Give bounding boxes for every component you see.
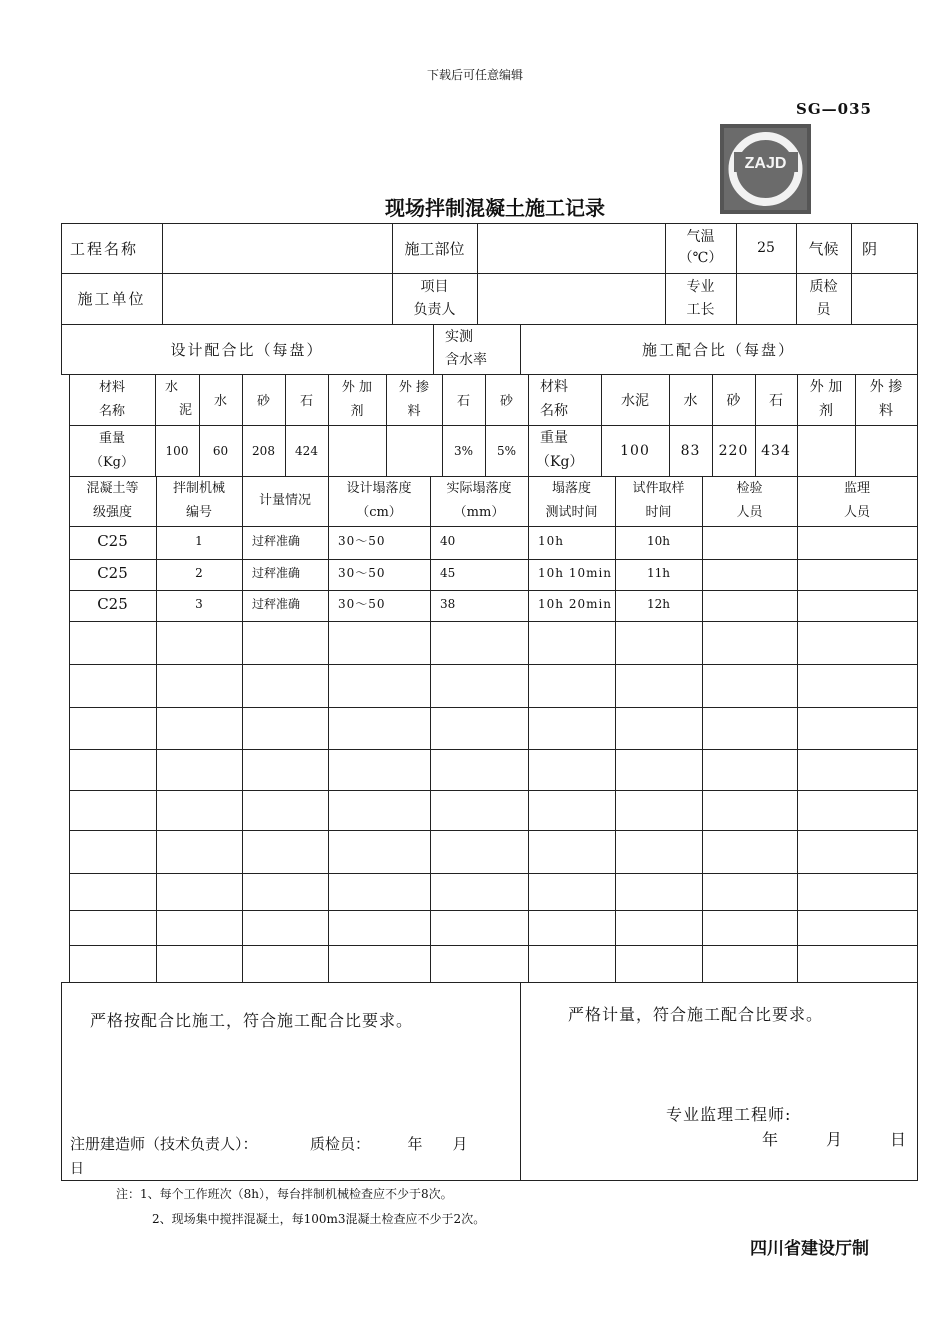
log-cell-inspector — [712, 664, 797, 703]
conclusion-left-sign: 注册建造师（技术负责人）： 质检员： 年 月 — [70, 1135, 468, 1153]
construction-col-cement: 水泥 — [621, 392, 649, 409]
log-cell-sample-time — [615, 830, 702, 869]
log-cell-inspector — [712, 790, 797, 826]
log-header-line: 编号 — [185, 505, 212, 520]
moisture-label-line2: 含水率 — [445, 352, 487, 369]
unit-label: 施工单位 — [77, 290, 146, 308]
log-cell-supervisor — [807, 559, 917, 586]
log-cell-supervisor — [807, 526, 917, 555]
log-cell-metering: 过秤准确 — [252, 534, 301, 548]
log-cell-design-slump — [338, 664, 430, 703]
log-cell-metering — [252, 830, 328, 869]
construction-value-admixture — [797, 425, 855, 476]
material-name-label — [69, 374, 155, 425]
log-cell-supervisor — [807, 621, 917, 660]
construction-col-additive-1: 外 掺 — [869, 378, 903, 395]
issuer: 四川省建设厅制 — [750, 1239, 869, 1259]
design-col-cement — [155, 374, 199, 427]
log-cell-design-slump — [338, 749, 430, 786]
weight-label-line1: 重量 — [98, 431, 125, 447]
log-header-line: （cm） — [356, 505, 402, 520]
log-cell-supervisor — [807, 910, 917, 941]
temp-label-line1: 气温 — [686, 229, 715, 245]
log-cell-design-slump — [338, 873, 430, 906]
log-cell-supervisor — [807, 590, 917, 617]
logo-text: ZAJD — [744, 155, 787, 172]
log-cell-metering — [252, 873, 328, 906]
pm-label-line2: 负责人 — [413, 301, 456, 318]
log-header-line: 人员 — [736, 505, 763, 520]
weather-value: 阴 — [862, 239, 878, 258]
log-cell-sample-time — [615, 749, 702, 786]
log-cell-sample-time — [615, 910, 702, 941]
log-cell-sample-time — [615, 707, 702, 745]
qc-label-line2: 员 — [816, 301, 831, 318]
form-code: SG—035 — [796, 100, 872, 118]
log-cell-supervisor — [807, 749, 917, 786]
construction-value-stone: 434 — [761, 442, 791, 459]
log-cell-slump-test-time — [538, 664, 615, 703]
log-cell-inspector — [712, 707, 797, 745]
log-cell-grade: C25 — [97, 594, 128, 613]
log-cell-design-slump — [338, 790, 430, 826]
log-cell-metering — [252, 910, 328, 941]
log-cell-inspector — [712, 910, 797, 941]
moisture-col-stone: 石 — [456, 394, 470, 409]
log-header-line: 监理 — [843, 480, 870, 496]
construction-col-admixture — [797, 374, 855, 425]
page-title: 现场拌制混凝土施工记录 — [385, 195, 605, 220]
log-cell-machine-no — [156, 910, 242, 941]
log-cell-grade — [69, 910, 156, 941]
log-cell-metering: 过秤准确 — [252, 597, 301, 611]
log-cell-machine-no — [156, 830, 242, 869]
note-1: 注：1、每个工作班次（8h），每台拌制机械检查应不少于8次。 — [116, 1187, 453, 1201]
log-header-line: 级强度 — [92, 505, 132, 520]
pm-label-line1: 项目 — [420, 279, 449, 296]
project-name-label: 工程名称 — [70, 239, 139, 258]
log-header-inspector — [702, 476, 797, 526]
log-header-supervisor — [797, 476, 917, 526]
log-cell-machine-no — [156, 873, 242, 906]
temp-label — [665, 223, 736, 273]
design-col-water: 水 — [213, 394, 227, 409]
log-cell-metering — [252, 707, 328, 745]
design-value-admixture — [328, 425, 386, 476]
log-header-line: （mm） — [453, 505, 505, 520]
log-cell-metering: 过秤准确 — [252, 566, 301, 580]
construction-value-additive — [855, 425, 917, 476]
log-cell-machine-no — [156, 707, 242, 745]
log-cell-sample-time: 10h — [647, 533, 670, 548]
construction-weight-label — [536, 427, 601, 476]
log-cell-slump-test-time: 10h — [538, 533, 564, 548]
log-header-line: 拌制机械 — [172, 480, 225, 496]
log-header-line: 计量情况 — [258, 492, 311, 508]
supervisor-sign-date: 年 月 日 — [762, 1130, 907, 1149]
design-value-water: 60 — [212, 443, 229, 458]
log-header-line: 试件取样 — [632, 480, 685, 496]
log-cell-grade — [69, 873, 156, 906]
weight-label — [69, 425, 155, 476]
log-cell-metering — [252, 790, 328, 826]
log-cell-machine-no: 2 — [195, 565, 203, 580]
design-col-additive-2: 料 — [407, 403, 421, 419]
design-value-sand: 208 — [252, 443, 275, 458]
construction-weight-2: （Kg） — [536, 453, 584, 470]
log-cell-supervisor — [807, 830, 917, 869]
design-value-stone: 424 — [295, 443, 318, 458]
log-cell-design-slump — [338, 830, 430, 869]
weight-label-line2: （Kg） — [89, 454, 135, 470]
log-cell-inspector — [712, 559, 797, 586]
log-header-line: 实际塌落度 — [446, 480, 512, 496]
design-col-admixture-1: 外 加 — [341, 380, 373, 396]
log-cell-slump-test-time — [538, 707, 615, 745]
material-name-line2: 名称 — [98, 403, 125, 419]
log-cell-slump-test-time: 10h 10min — [538, 565, 613, 580]
foreman-label-line2: 工长 — [686, 301, 715, 318]
log-header-sample-time — [615, 476, 702, 526]
log-cell-metering — [252, 749, 328, 786]
project-name-value — [162, 223, 392, 273]
construction-value-sand: 220 — [718, 442, 749, 459]
log-cell-design-slump: 30～50 — [338, 534, 386, 548]
log-cell-inspector — [712, 830, 797, 869]
log-cell-slump-test-time — [538, 910, 615, 941]
log-cell-grade — [69, 749, 156, 786]
log-cell-machine-no — [156, 790, 242, 826]
log-header-line: 人员 — [843, 505, 870, 520]
construction-col-additive-2: 料 — [879, 402, 893, 419]
design-col-additive — [386, 374, 442, 425]
conclusion-right-text: 严格计量，符合施工配合比要求。 — [568, 1005, 824, 1024]
log-cell-slump-test-time — [538, 790, 615, 826]
log-cell-actual-slump — [440, 707, 528, 745]
log-cell-grade: C25 — [97, 531, 128, 550]
log-cell-sample-time: 11h — [647, 565, 670, 580]
log-cell-inspector — [712, 873, 797, 906]
log-cell-sample-time — [615, 621, 702, 660]
log-cell-grade — [69, 621, 156, 660]
log-cell-grade — [69, 830, 156, 869]
construction-col-additive — [855, 374, 917, 425]
log-cell-grade: C25 — [97, 563, 128, 582]
log-cell-sample-time — [615, 790, 702, 826]
location-value — [477, 223, 665, 273]
construction-value-cement: 100 — [620, 442, 650, 459]
log-cell-design-slump — [338, 910, 430, 941]
design-col-cement-1: 水 — [165, 380, 179, 395]
construction-material-name-label — [540, 376, 601, 425]
design-col-admixture-2: 剂 — [350, 403, 364, 419]
moisture-label-line1: 实测 — [445, 329, 473, 345]
log-cell-actual-slump — [440, 664, 528, 703]
construction-ratio-label: 施工配合比（每盘） — [641, 340, 795, 359]
log-cell-slump-test-time — [538, 621, 615, 660]
moisture-label — [445, 326, 520, 374]
log-cell-inspector — [712, 590, 797, 617]
log-header-grade — [69, 476, 156, 526]
log-header-line: 设计塌落度 — [346, 480, 412, 496]
log-cell-actual-slump: 45 — [440, 565, 456, 580]
design-value-additive — [386, 425, 442, 476]
log-cell-design-slump — [338, 707, 430, 745]
log-header-line: 混凝土等 — [86, 480, 139, 496]
design-ratio-label: 设计配合比（每盘） — [170, 340, 324, 359]
moisture-col-sand: 砂 — [499, 394, 513, 409]
design-value-cement: 100 — [165, 443, 189, 458]
log-cell-slump-test-time — [538, 873, 615, 906]
log-cell-actual-slump: 40 — [440, 533, 456, 548]
location-label: 施工部位 — [404, 239, 465, 258]
log-cell-grade — [69, 790, 156, 826]
log-cell-metering — [252, 621, 328, 660]
log-cell-design-slump: 30～50 — [338, 597, 386, 611]
log-cell-machine-no — [156, 621, 242, 660]
log-header-actual-slump — [430, 476, 528, 526]
unit-value — [162, 273, 392, 324]
qc-label — [796, 273, 851, 324]
log-cell-design-slump: 30～50 — [338, 566, 386, 580]
log-cell-supervisor — [807, 873, 917, 906]
log-cell-sample-time: 12h — [647, 596, 670, 611]
construction-col-admixture-1: 外 加 — [809, 378, 843, 395]
log-cell-design-slump — [338, 621, 430, 660]
weather-label: 气候 — [808, 239, 839, 258]
log-cell-metering — [252, 664, 328, 703]
log-header-metering — [242, 476, 328, 526]
material-name-line1: 材料 — [98, 380, 125, 396]
log-cell-grade — [69, 664, 156, 703]
design-col-additive-1: 外 掺 — [398, 380, 430, 396]
log-cell-supervisor — [807, 790, 917, 826]
construction-col-admixture-2: 剂 — [819, 402, 833, 419]
supervisor-sign-label: 专业监理工程师: — [666, 1105, 792, 1124]
log-cell-actual-slump: 38 — [440, 596, 456, 611]
top-note: 下载后可任意编辑 — [426, 67, 523, 82]
log-cell-machine-no — [156, 664, 242, 703]
conclusion-left-text: 严格按配合比施工，符合施工配合比要求。 — [90, 1011, 414, 1030]
temp-value: 25 — [757, 240, 775, 256]
log-header-line: 塌落度 — [551, 480, 591, 496]
log-cell-actual-slump — [440, 910, 528, 941]
log-header-slump-test-time — [528, 476, 615, 526]
log-cell-sample-time — [615, 873, 702, 906]
design-col-sand: 砂 — [256, 394, 270, 409]
qc-label-line1: 质检 — [809, 279, 838, 296]
construction-col-sand: 砂 — [726, 392, 741, 409]
log-cell-inspector — [712, 621, 797, 660]
log-cell-machine-no: 1 — [195, 533, 203, 548]
conclusion-left-sign-day: 日 — [70, 1161, 84, 1177]
foreman-label — [665, 273, 736, 324]
log-cell-actual-slump — [440, 790, 528, 826]
log-header-line: 时间 — [645, 505, 672, 520]
zajd-logo — [720, 124, 811, 214]
moisture-value-stone: 3% — [453, 443, 474, 458]
log-cell-machine-no: 3 — [195, 596, 203, 611]
log-cell-supervisor — [807, 707, 917, 745]
construction-material-name-1: 材料 — [540, 379, 568, 395]
foreman-label-line1: 专业 — [686, 279, 715, 296]
log-header-machine-no — [156, 476, 242, 526]
log-cell-slump-test-time — [538, 749, 615, 786]
log-cell-inspector — [712, 526, 797, 555]
log-cell-machine-no — [156, 749, 242, 786]
construction-value-water: 83 — [680, 442, 701, 459]
construction-material-name-2: 名称 — [540, 402, 568, 419]
construction-weight-1: 重量 — [540, 430, 568, 446]
log-cell-actual-slump — [440, 749, 528, 786]
design-col-cement-2: 泥 — [179, 403, 193, 419]
design-col-admixture — [328, 374, 386, 425]
pm-label — [392, 273, 477, 324]
log-cell-actual-slump — [440, 830, 528, 869]
log-cell-grade — [69, 707, 156, 745]
log-cell-actual-slump — [440, 873, 528, 906]
log-cell-sample-time — [615, 664, 702, 703]
log-cell-slump-test-time: 10h 20min — [538, 596, 613, 611]
log-cell-supervisor — [807, 664, 917, 703]
note-2: 2、现场集中搅拌混凝土，每100m3混凝土检查应不少于2次。 — [152, 1212, 486, 1226]
log-header-line: 检验 — [736, 480, 763, 496]
moisture-value-sand: 5% — [496, 443, 517, 458]
log-cell-inspector — [712, 749, 797, 786]
log-header-line: 测试时间 — [545, 505, 598, 520]
log-cell-actual-slump — [440, 621, 528, 660]
construction-col-water: 水 — [683, 392, 698, 409]
log-cell-slump-test-time — [538, 830, 615, 869]
construction-col-stone: 石 — [769, 392, 783, 409]
design-col-stone: 石 — [299, 394, 313, 409]
temp-label-line2: （℃） — [678, 250, 723, 266]
log-header-design-slump — [328, 476, 430, 526]
